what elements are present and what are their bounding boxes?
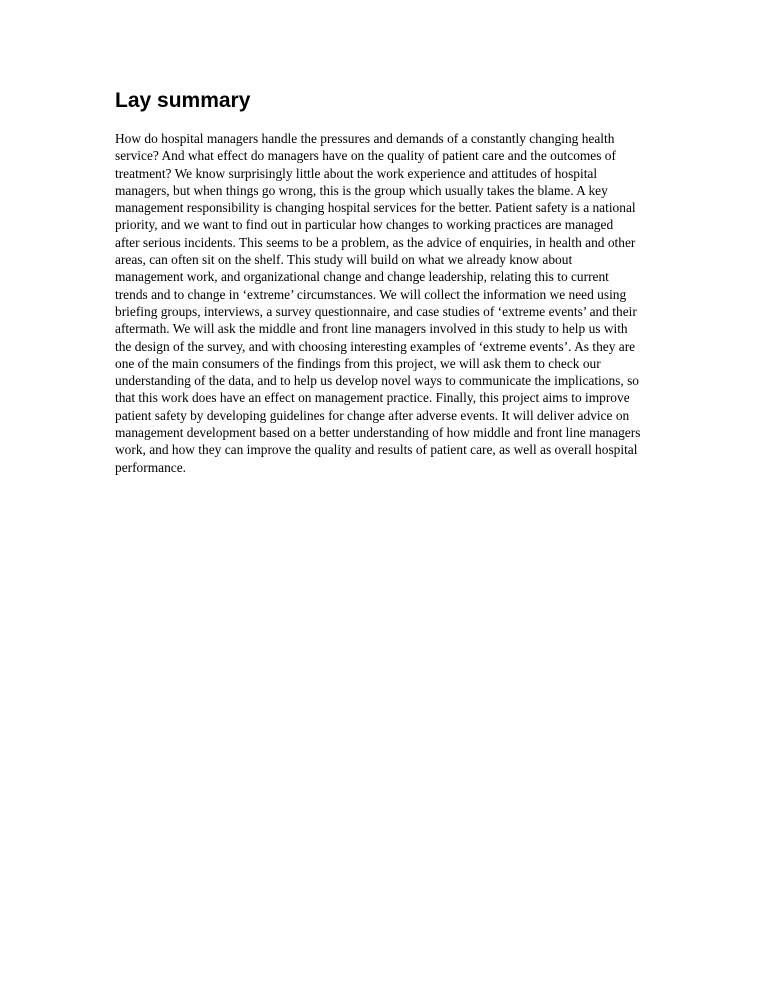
- text-line: one of the main consumers of the findings from this project, we will ask them to check our: [115, 355, 601, 371]
- text-line: that this work does have an effect on management practice. Finally, this project aims to improve: [115, 390, 630, 406]
- text-line: management responsibility is changing hospital services for the better. Patient safety is a national: [115, 200, 636, 216]
- text-line: managers, but when things go wrong, this is the group which usually takes the blame. A key: [115, 182, 608, 198]
- text-line: areas, can often sit on the shelf. This study will build on what we already know about: [115, 252, 573, 268]
- text-line: management development based on a better understanding of how middle and front line managers: [115, 425, 641, 441]
- text-line: How do hospital managers handle the pressures and demands of a constantly changing health: [115, 131, 615, 146]
- text-line: service? And what effect do managers have on the quality of patient care and the outcomes of: [115, 148, 616, 164]
- summary-paragraph: [115, 130, 660, 476]
- text-line: patient safety by developing guidelines for change after adverse events. It will deliver advice on: [115, 407, 630, 423]
- text-line: trends and to change in ‘extreme’ circumstances. We will collect the information we need using: [115, 286, 627, 302]
- text-line: after serious incidents. This seems to be a problem, as the advice of enquiries, in health and other: [115, 234, 636, 250]
- text-line: work, and how they can improve the quality and results of patient care, as well as overall hospital: [115, 442, 638, 458]
- text-line: management work, and organizational change and change leadership, relating this to current: [115, 269, 609, 285]
- text-line: performance.: [115, 459, 187, 475]
- text-line: understanding of the data, and to help us develop novel ways to communicate the implications, so: [115, 373, 639, 389]
- text-line: the design of the survey, and with choosing interesting examples of ‘extreme events’. As they are: [115, 338, 636, 354]
- page-title: Lay summary: [115, 89, 251, 112]
- text-line: aftermath. We will ask the middle and front line managers involved in this study to help us with: [115, 321, 628, 337]
- text-line: priority, and we want to find out in particular how changes to working practices are managed: [115, 217, 614, 233]
- text-line: briefing groups, interviews, a survey questionnaire, and case studies of ‘extreme events’ and their: [115, 303, 637, 319]
- text-line: treatment? We know surprisingly little about the work experience and attitudes of hospital: [115, 165, 598, 181]
